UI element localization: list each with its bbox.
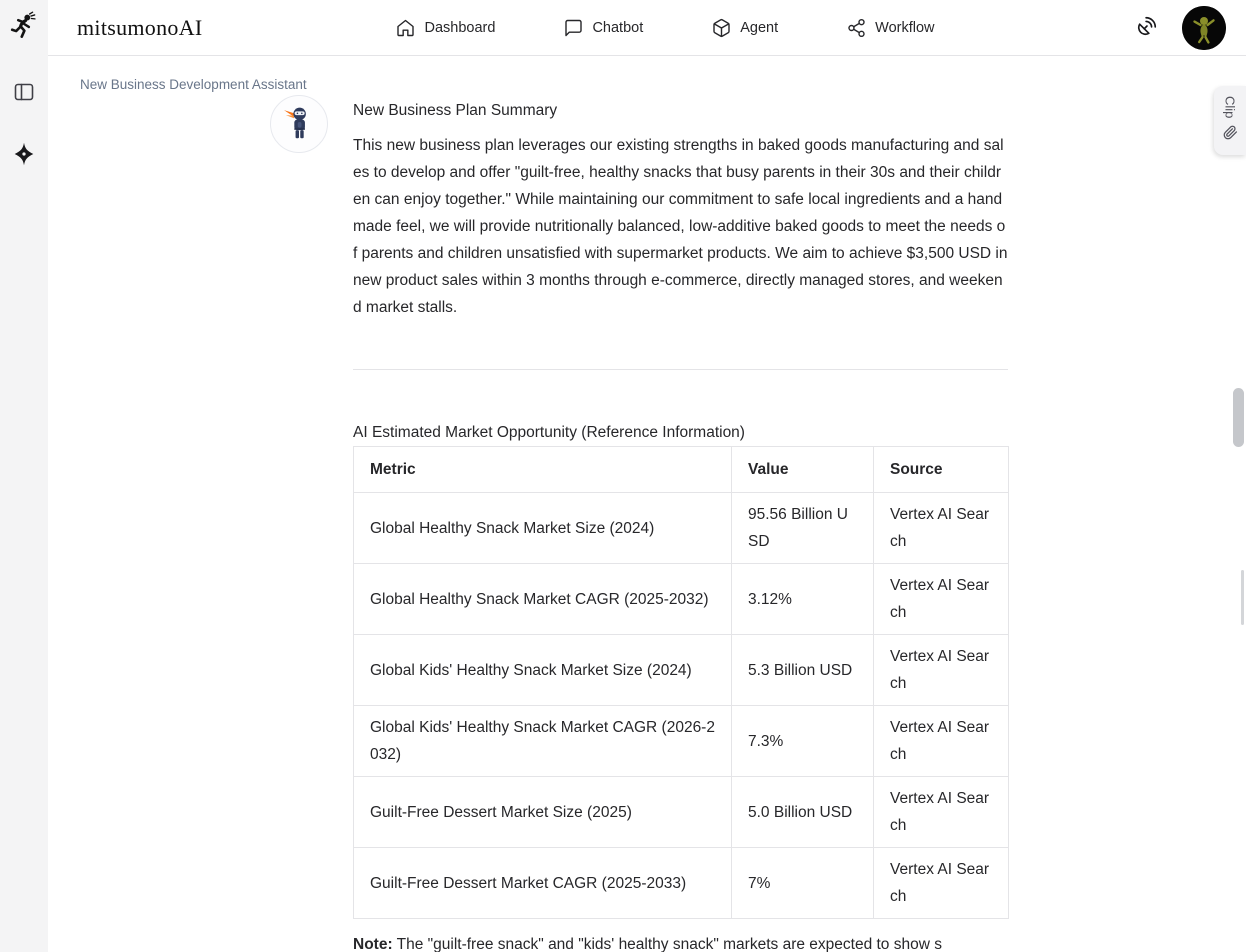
table-row xyxy=(354,635,1009,706)
cube-icon xyxy=(711,18,731,38)
sparkle-button[interactable] xyxy=(9,139,39,172)
clip-tab-label: Clip xyxy=(1222,95,1238,119)
table-cell-metric: Global Healthy Snack Market CAGR (2025-2032) xyxy=(354,564,732,635)
nav-item-chatbot[interactable] xyxy=(563,18,643,38)
table-cell-source: Vertex AI Search xyxy=(874,848,1009,919)
left-sidebar xyxy=(0,0,48,952)
table-row xyxy=(354,564,1009,635)
brand-name[interactable]: mitsumonoAI xyxy=(77,14,203,40)
table-cell-source: Vertex AI Search xyxy=(874,706,1009,777)
chat-bubble-icon xyxy=(563,18,583,38)
ninja-avatar-icon xyxy=(279,102,319,147)
chat-panel xyxy=(48,56,1246,952)
message-paragraph: This new business plan leverages our existing strengths in baked goods manufacturing and sales to develop and offer "guilt-free, healthy snacks that busy parents in their 30s and their children can enjoy together." While maintaining our commitment to safe local ingredients and a handmade feel, we will provide nutritionally balanced, low-additive baked goods to meet the needs of parents and children unsatisfied with supermarket products. We aim to achieve $3,500 USD in new product sales within 3 months through e-commerce, directly managed stores, and weekend market stalls. xyxy=(353,137,1008,316)
scrollbar-thumb[interactable] xyxy=(1233,388,1244,447)
message-content xyxy=(353,95,1008,952)
nav-item-workflow[interactable] xyxy=(846,18,934,38)
table-header-value: Value xyxy=(732,447,874,493)
sidebar-toggle-button[interactable] xyxy=(10,78,38,109)
table-cell-value: 95.56 Billion USD xyxy=(732,493,874,564)
nav-item-dashboard[interactable] xyxy=(396,18,496,38)
nav-label: Workflow xyxy=(875,19,935,36)
table-cell-source: Vertex AI Search xyxy=(874,493,1009,564)
assistant-message xyxy=(270,95,1246,952)
table-cell-metric: Guilt-Free Dessert Market Size (2025) xyxy=(354,777,732,848)
panel-toggle-icon xyxy=(12,80,36,107)
message-divider xyxy=(353,369,1008,370)
table-cell-source: Vertex AI Search xyxy=(874,635,1009,706)
header-right xyxy=(1136,6,1226,50)
table-cell-metric: Global Kids' Healthy Snack Market CAGR (2026-2032) xyxy=(354,706,732,777)
brand-logo[interactable] xyxy=(9,0,39,56)
table-row xyxy=(354,493,1009,564)
table-header-source: Source xyxy=(874,447,1009,493)
sparkle-icon xyxy=(11,141,37,170)
main-nav xyxy=(396,18,935,38)
satellite-dish-button[interactable] xyxy=(1136,15,1158,40)
assistant-name-label: New Business Development Assistant xyxy=(80,77,307,92)
clip-tab[interactable] xyxy=(1214,86,1246,155)
satellite-dish-icon xyxy=(1136,15,1158,40)
nav-label: Agent xyxy=(740,19,779,36)
inner-scrollbar-thumb[interactable] xyxy=(1241,570,1244,625)
table-row xyxy=(354,777,1009,848)
top-nav-bar xyxy=(48,0,1246,56)
nav-label: Dashboard xyxy=(424,19,496,36)
table-header-metric: Metric xyxy=(354,447,732,493)
user-avatar[interactable] xyxy=(1182,6,1226,50)
table-cell-metric: Global Healthy Snack Market Size (2024) xyxy=(354,493,732,564)
nav-item-agent[interactable] xyxy=(711,18,778,38)
table-cell-metric: Guilt-Free Dessert Market CAGR (2025-2033) xyxy=(354,848,732,919)
table-cell-source: Vertex AI Search xyxy=(874,564,1009,635)
home-icon xyxy=(396,18,416,38)
section-heading: AI Estimated Market Opportunity (Reference Information) xyxy=(353,424,745,441)
table-cell-metric: Global Kids' Healthy Snack Market Size (2024) xyxy=(354,635,732,706)
ninja-runner-icon xyxy=(9,11,39,46)
table-cell-value: 7% xyxy=(732,848,874,919)
note-paragraph xyxy=(353,931,1008,952)
table-row xyxy=(354,848,1009,919)
assistant-avatar xyxy=(270,95,328,153)
table-cell-value: 3.12% xyxy=(732,564,874,635)
table-cell-value: 7.3% xyxy=(732,706,874,777)
message-title: New Business Plan Summary xyxy=(353,102,558,119)
paperclip-icon xyxy=(1223,125,1238,145)
note-text: The "guilt-free snack" and "kids' healthy snack" markets are expected to show s xyxy=(392,936,942,952)
table-cell-value: 5.3 Billion USD xyxy=(732,635,874,706)
share-network-icon xyxy=(846,18,866,38)
note-label: Note: xyxy=(353,936,393,952)
market-opportunity-table xyxy=(353,446,1009,919)
table-cell-value: 5.0 Billion USD xyxy=(732,777,874,848)
table-cell-source: Vertex AI Search xyxy=(874,777,1009,848)
table-header-row xyxy=(354,447,1009,493)
table-row xyxy=(354,706,1009,777)
nav-label: Chatbot xyxy=(592,19,644,36)
